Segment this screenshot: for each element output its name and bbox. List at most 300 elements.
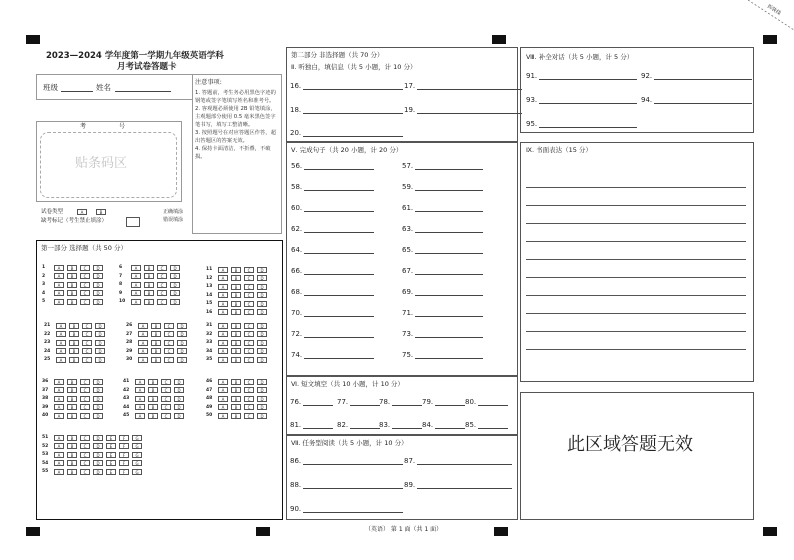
answer-bubble[interactable]: A [138,331,148,337]
answer-bubble[interactable]: D [170,273,180,279]
answer-line[interactable] [350,421,380,429]
answer-bubble[interactable]: D [95,357,105,363]
answer-bubble[interactable]: C [80,443,90,449]
answer-bubble[interactable]: D [174,387,184,393]
writing-line[interactable] [526,223,746,224]
answer-bubble[interactable]: C [157,265,167,271]
answer-bubble[interactable]: B [67,282,77,288]
answer-bubble[interactable]: D [257,396,267,402]
answer-line[interactable] [304,246,374,254]
answer-bubble[interactable]: A [138,357,148,363]
answer-bubble[interactable]: B [69,331,79,337]
answer-bubble[interactable]: A [131,273,141,279]
answer-line[interactable] [539,96,637,104]
answer-bubble[interactable]: B [148,396,158,402]
answer-bubble[interactable]: B [67,273,77,279]
answer-bubble[interactable]: B [151,348,161,354]
answer-bubble[interactable]: C [244,348,254,354]
answer-line[interactable] [478,421,508,429]
answer-bubble[interactable]: B [67,265,77,271]
answer-bubble[interactable]: E [106,443,116,449]
answer-line[interactable] [392,398,422,406]
answer-bubble[interactable]: A [218,309,228,315]
answer-line[interactable] [415,246,483,254]
answer-bubble[interactable]: C [82,340,92,346]
name-field[interactable] [115,84,171,92]
answer-bubble[interactable]: D [170,290,180,296]
answer-bubble[interactable]: A [54,452,64,458]
answer-bubble[interactable]: C [244,323,254,329]
mcq-question-row [42,298,106,305]
answer-bubble[interactable]: B [69,348,79,354]
answer-bubble[interactable]: D [257,387,267,393]
answer-bubble[interactable]: B [67,460,77,466]
answer-bubble[interactable]: C [244,404,254,410]
answer-line[interactable] [435,421,465,429]
answer-line[interactable] [415,162,483,170]
answer-bubble[interactable]: C [157,273,167,279]
answer-bubble[interactable]: A [56,323,66,329]
answer-bubble[interactable]: A [218,301,228,307]
answer-bubble[interactable]: C [161,387,171,393]
writing-line[interactable] [526,331,746,332]
absent-label: 缺考标记（考生禁止填涂） [41,218,108,224]
answer-bubble[interactable]: C [164,340,174,346]
answer-bubble[interactable]: D [257,340,267,346]
answer-bubble[interactable]: C [244,284,254,290]
answer-line[interactable] [539,72,637,80]
answer-bubble[interactable]: D [93,265,103,271]
question-number: 33 [206,340,213,345]
answer-line[interactable] [392,421,422,429]
answer-bubble[interactable]: C [80,435,90,441]
answer-bubble[interactable]: D [257,267,267,273]
answer-bubble[interactable]: C [244,331,254,337]
answer-bubble[interactable]: A [218,348,228,354]
answer-bubble[interactable]: A [56,348,66,354]
listening-answer [290,82,403,90]
answer-bubble[interactable]: A [54,413,64,419]
writing-line[interactable] [526,295,746,296]
question-number: 6 [119,265,123,270]
answer-bubble[interactable]: F [119,460,129,466]
answer-line[interactable] [435,398,465,406]
mcq-question-row [206,404,270,411]
answer-bubble[interactable]: B [231,331,241,337]
answer-bubble[interactable]: B [231,357,241,363]
question-number: 91. [526,72,538,80]
answer-bubble[interactable]: A [138,323,148,329]
answer-line[interactable] [415,351,483,359]
answer-bubble[interactable]: D [93,379,103,385]
answer-bubble[interactable]: A [54,460,64,466]
mcq-question-row [119,290,183,297]
answer-bubble[interactable]: C [244,396,254,402]
answer-line[interactable] [303,481,403,489]
answer-bubble[interactable]: C [161,379,171,385]
answer-bubble[interactable]: B [231,284,241,290]
answer-bubble[interactable]: B [148,379,158,385]
answer-bubble[interactable]: B [67,413,77,419]
registration-mark [763,35,777,44]
answer-bubble[interactable]: D [93,290,103,296]
question-number: 24 [44,348,51,354]
answer-bubble[interactable]: G [132,443,142,449]
mcq-question-row [123,412,187,419]
answer-line[interactable] [417,457,512,465]
answer-bubble[interactable]: C [80,282,90,288]
answer-bubble[interactable]: G [132,452,142,458]
answer-line[interactable] [304,162,374,170]
answer-bubble[interactable]: C [164,348,174,354]
answer-bubble[interactable]: B [231,267,241,273]
answer-bubble[interactable]: A [56,340,66,346]
answer-line[interactable] [304,330,374,338]
answer-bubble[interactable]: A [54,265,64,271]
answer-bubble[interactable]: A [131,265,141,271]
answer-bubble[interactable]: B [67,387,77,393]
answer-bubble[interactable]: B [148,387,158,393]
answer-bubble[interactable]: D [177,348,187,354]
answer-bubble[interactable]: A [135,413,145,419]
answer-bubble[interactable]: C [157,299,167,305]
answer-bubble[interactable]: D [93,435,103,441]
answer-bubble[interactable]: D [257,284,267,290]
answer-bubble[interactable]: C [244,301,254,307]
answer-bubble[interactable]: D [257,301,267,307]
answer-bubble[interactable]: A [54,282,64,288]
question-number: 70. [291,309,303,317]
answer-bubble[interactable]: C [80,290,90,296]
writing-line[interactable] [526,205,746,206]
answer-bubble[interactable]: B [231,404,241,410]
answer-bubble[interactable]: A [218,357,228,363]
answer-bubble[interactable]: D [93,387,103,393]
answer-line[interactable] [417,106,522,114]
answer-bubble[interactable]: D [257,348,267,354]
answer-bubble[interactable]: C [82,348,92,354]
answer-bubble[interactable]: F [119,443,129,449]
paper-type-b[interactable]: B [96,209,106,215]
answer-bubble[interactable]: A [218,331,228,337]
answer-line[interactable] [303,421,333,429]
answer-bubble[interactable]: C [82,323,92,329]
answer-line[interactable] [303,82,403,90]
answer-bubble[interactable]: A [218,396,228,402]
answer-bubble[interactable]: D [257,357,267,363]
writing-line[interactable] [526,187,746,188]
answer-bubble[interactable]: C [244,387,254,393]
answer-bubble[interactable]: C [80,413,90,419]
question-number: 3 [42,282,46,287]
answer-bubble[interactable]: B [67,379,77,385]
answer-bubble[interactable]: B [231,379,241,385]
sentence-answer [291,246,374,254]
registration-mark [26,527,40,536]
answer-bubble[interactable]: C [80,404,90,410]
answer-bubble[interactable]: D [170,282,180,288]
answer-line[interactable] [415,309,483,317]
answer-bubble[interactable]: C [161,413,171,419]
answer-bubble[interactable]: B [67,435,77,441]
answer-bubble[interactable]: A [54,435,64,441]
answer-bubble[interactable]: B [231,292,241,298]
answer-bubble[interactable]: A [218,267,228,273]
answer-bubble[interactable]: A [131,290,141,296]
writing-line[interactable] [526,349,746,350]
answer-bubble[interactable]: D [257,331,267,337]
answer-bubble[interactable]: C [80,396,90,402]
answer-bubble[interactable]: D [170,265,180,271]
answer-bubble[interactable]: C [164,323,174,329]
answer-bubble[interactable]: B [151,331,161,337]
answer-bubble[interactable]: D [93,443,103,449]
answer-line[interactable] [303,457,403,465]
answer-bubble[interactable]: B [69,357,79,363]
answer-line[interactable] [304,183,374,191]
answer-bubble[interactable]: D [93,396,103,402]
answer-bubble[interactable]: A [54,469,64,475]
answer-bubble[interactable]: F [119,452,129,458]
answer-line[interactable] [304,351,374,359]
answer-bubble[interactable]: B [67,396,77,402]
answer-bubble[interactable]: A [138,340,148,346]
answer-bubble[interactable]: A [54,404,64,410]
answer-bubble[interactable]: G [132,460,142,466]
answer-bubble[interactable]: A [135,379,145,385]
answer-bubble[interactable]: D [257,379,267,385]
answer-bubble[interactable]: E [106,452,116,458]
answer-bubble[interactable]: A [135,396,145,402]
answer-line[interactable] [350,398,380,406]
answer-bubble[interactable]: C [244,267,254,273]
answer-line[interactable] [303,398,333,406]
answer-bubble[interactable]: A [54,290,64,296]
answer-bubble[interactable]: E [106,435,116,441]
answer-line[interactable] [415,183,483,191]
class-field[interactable] [61,84,93,92]
dialogue-answer [526,120,637,128]
answer-bubble[interactable]: B [231,309,241,315]
answer-bubble[interactable]: A [54,387,64,393]
answer-bubble[interactable]: B [144,282,154,288]
answer-bubble[interactable]: C [82,331,92,337]
answer-line[interactable] [304,309,374,317]
answer-bubble[interactable]: C [164,331,174,337]
answer-bubble[interactable]: D [93,404,103,410]
answer-bubble[interactable]: D [257,292,267,298]
answer-bubble[interactable]: E [106,460,116,466]
answer-bubble[interactable]: C [80,469,90,475]
answer-bubble[interactable]: B [231,348,241,354]
answer-bubble[interactable]: D [257,275,267,281]
answer-bubble[interactable]: G [132,469,142,475]
answer-bubble[interactable]: C [80,387,90,393]
answer-line[interactable] [478,398,508,406]
answer-line[interactable] [415,330,483,338]
answer-bubble[interactable]: B [151,340,161,346]
answer-bubble[interactable]: A [218,275,228,281]
registration-mark [256,527,270,536]
answer-bubble[interactable]: C [161,404,171,410]
answer-line[interactable] [303,129,403,137]
answer-bubble[interactable]: C [82,357,92,363]
answer-line[interactable] [303,505,403,513]
answer-bubble[interactable]: B [231,340,241,346]
answer-bubble[interactable]: A [54,443,64,449]
answer-bubble[interactable]: B [67,299,77,305]
answer-bubble[interactable]: B [231,387,241,393]
answer-line[interactable] [304,204,374,212]
answer-bubble[interactable]: A [218,404,228,410]
answer-bubble[interactable]: C [244,340,254,346]
answer-line[interactable] [304,288,374,296]
answer-bubble[interactable]: B [151,323,161,329]
answer-line[interactable] [417,481,512,489]
answer-bubble[interactable]: D [174,379,184,385]
answer-bubble[interactable]: F [119,435,129,441]
answer-bubble[interactable]: B [151,357,161,363]
answer-bubble[interactable]: D [257,404,267,410]
answer-bubble[interactable]: A [54,299,64,305]
answer-line[interactable] [304,225,374,233]
answer-bubble[interactable]: B [148,404,158,410]
answer-bubble[interactable]: D [177,323,187,329]
answer-bubble[interactable]: D [93,413,103,419]
answer-bubble[interactable]: D [93,282,103,288]
answer-bubble[interactable]: C [244,413,254,419]
answer-line[interactable] [415,267,483,275]
answer-bubble[interactable]: A [218,284,228,290]
answer-bubble[interactable]: B [67,443,77,449]
answer-bubble[interactable]: A [54,379,64,385]
answer-bubble[interactable]: B [231,413,241,419]
answer-bubble[interactable]: B [148,413,158,419]
answer-bubble[interactable]: B [231,323,241,329]
answer-bubble[interactable]: D [95,323,105,329]
answer-bubble[interactable]: A [54,273,64,279]
answer-line[interactable] [415,204,483,212]
answer-line[interactable] [304,267,374,275]
answer-bubble[interactable]: D [177,340,187,346]
answer-bubble[interactable]: A [218,413,228,419]
answer-bubble[interactable]: D [174,404,184,410]
answer-bubble[interactable]: E [106,469,116,475]
paper-type-a[interactable]: A [77,209,87,215]
answer-bubble[interactable]: A [135,404,145,410]
answer-line[interactable] [654,96,752,104]
answer-bubble[interactable]: A [218,379,228,385]
answer-bubble[interactable]: C [80,299,90,305]
answer-bubble[interactable]: A [54,396,64,402]
answer-bubble[interactable]: B [144,265,154,271]
answer-bubble[interactable]: B [231,275,241,281]
answer-bubble[interactable]: B [231,396,241,402]
answer-bubble[interactable]: D [257,323,267,329]
answer-bubble[interactable]: D [170,299,180,305]
answer-bubble[interactable]: C [80,452,90,458]
answer-bubble[interactable]: D [177,331,187,337]
answer-bubble[interactable]: A [218,323,228,329]
answer-bubble[interactable]: D [95,331,105,337]
answer-bubble[interactable]: D [257,309,267,315]
writing-line[interactable] [526,313,746,314]
answer-bubble[interactable]: B [69,340,79,346]
sentence-answer [291,288,374,296]
answer-bubble[interactable]: A [131,282,141,288]
answer-line[interactable] [539,120,637,128]
answer-bubble[interactable]: A [56,331,66,337]
answer-bubble[interactable]: C [244,292,254,298]
answer-bubble[interactable]: D [93,273,103,279]
answer-bubble[interactable]: C [244,309,254,315]
answer-bubble[interactable]: C [80,273,90,279]
answer-bubble[interactable]: C [244,275,254,281]
answer-bubble[interactable]: B [67,290,77,296]
answer-bubble[interactable]: C [161,396,171,402]
answer-bubble[interactable]: D [257,413,267,419]
answer-bubble[interactable]: B [67,469,77,475]
answer-bubble[interactable]: D [95,340,105,346]
answer-bubble[interactable]: B [231,301,241,307]
answer-bubble[interactable]: A [131,299,141,305]
answer-bubble[interactable]: A [218,340,228,346]
answer-bubble[interactable]: A [138,348,148,354]
answer-bubble[interactable]: D [93,452,103,458]
answer-bubble[interactable]: C [80,265,90,271]
answer-line[interactable] [417,82,522,90]
answer-bubble[interactable]: A [56,357,66,363]
answer-line[interactable] [303,106,403,114]
answer-line[interactable] [654,72,752,80]
answer-bubble[interactable]: D [95,348,105,354]
answer-bubble[interactable]: D [177,357,187,363]
writing-line[interactable] [526,277,746,278]
answer-bubble[interactable]: C [157,282,167,288]
answer-bubble[interactable]: D [93,460,103,466]
answer-bubble[interactable]: D [93,299,103,305]
answer-line[interactable] [415,288,483,296]
question-number: 60. [291,204,303,212]
answer-bubble[interactable]: D [174,396,184,402]
writing-line[interactable] [526,241,746,242]
answer-bubble[interactable]: A [218,387,228,393]
answer-bubble[interactable]: C [244,357,254,363]
answer-bubble[interactable]: B [69,323,79,329]
answer-bubble[interactable]: D [93,469,103,475]
answer-bubble[interactable]: A [135,387,145,393]
answer-bubble[interactable]: B [67,404,77,410]
writing-line[interactable] [526,259,746,260]
answer-bubble[interactable]: A [218,292,228,298]
absent-box[interactable] [126,217,140,227]
answer-bubble[interactable]: D [174,413,184,419]
answer-bubble[interactable]: F [119,469,129,475]
answer-bubble[interactable]: G [132,435,142,441]
answer-bubble[interactable]: B [144,273,154,279]
question-number: 16. [290,82,302,90]
sentence-answer [402,309,483,317]
answer-bubble[interactable]: C [244,379,254,385]
answer-bubble[interactable]: B [67,452,77,458]
answer-bubble[interactable]: C [80,460,90,466]
answer-bubble[interactable]: C [157,290,167,296]
answer-bubble[interactable]: C [164,357,174,363]
answer-bubble[interactable]: C [80,379,90,385]
answer-bubble[interactable]: B [144,299,154,305]
answer-bubble[interactable]: B [144,290,154,296]
answer-line[interactable] [415,225,483,233]
